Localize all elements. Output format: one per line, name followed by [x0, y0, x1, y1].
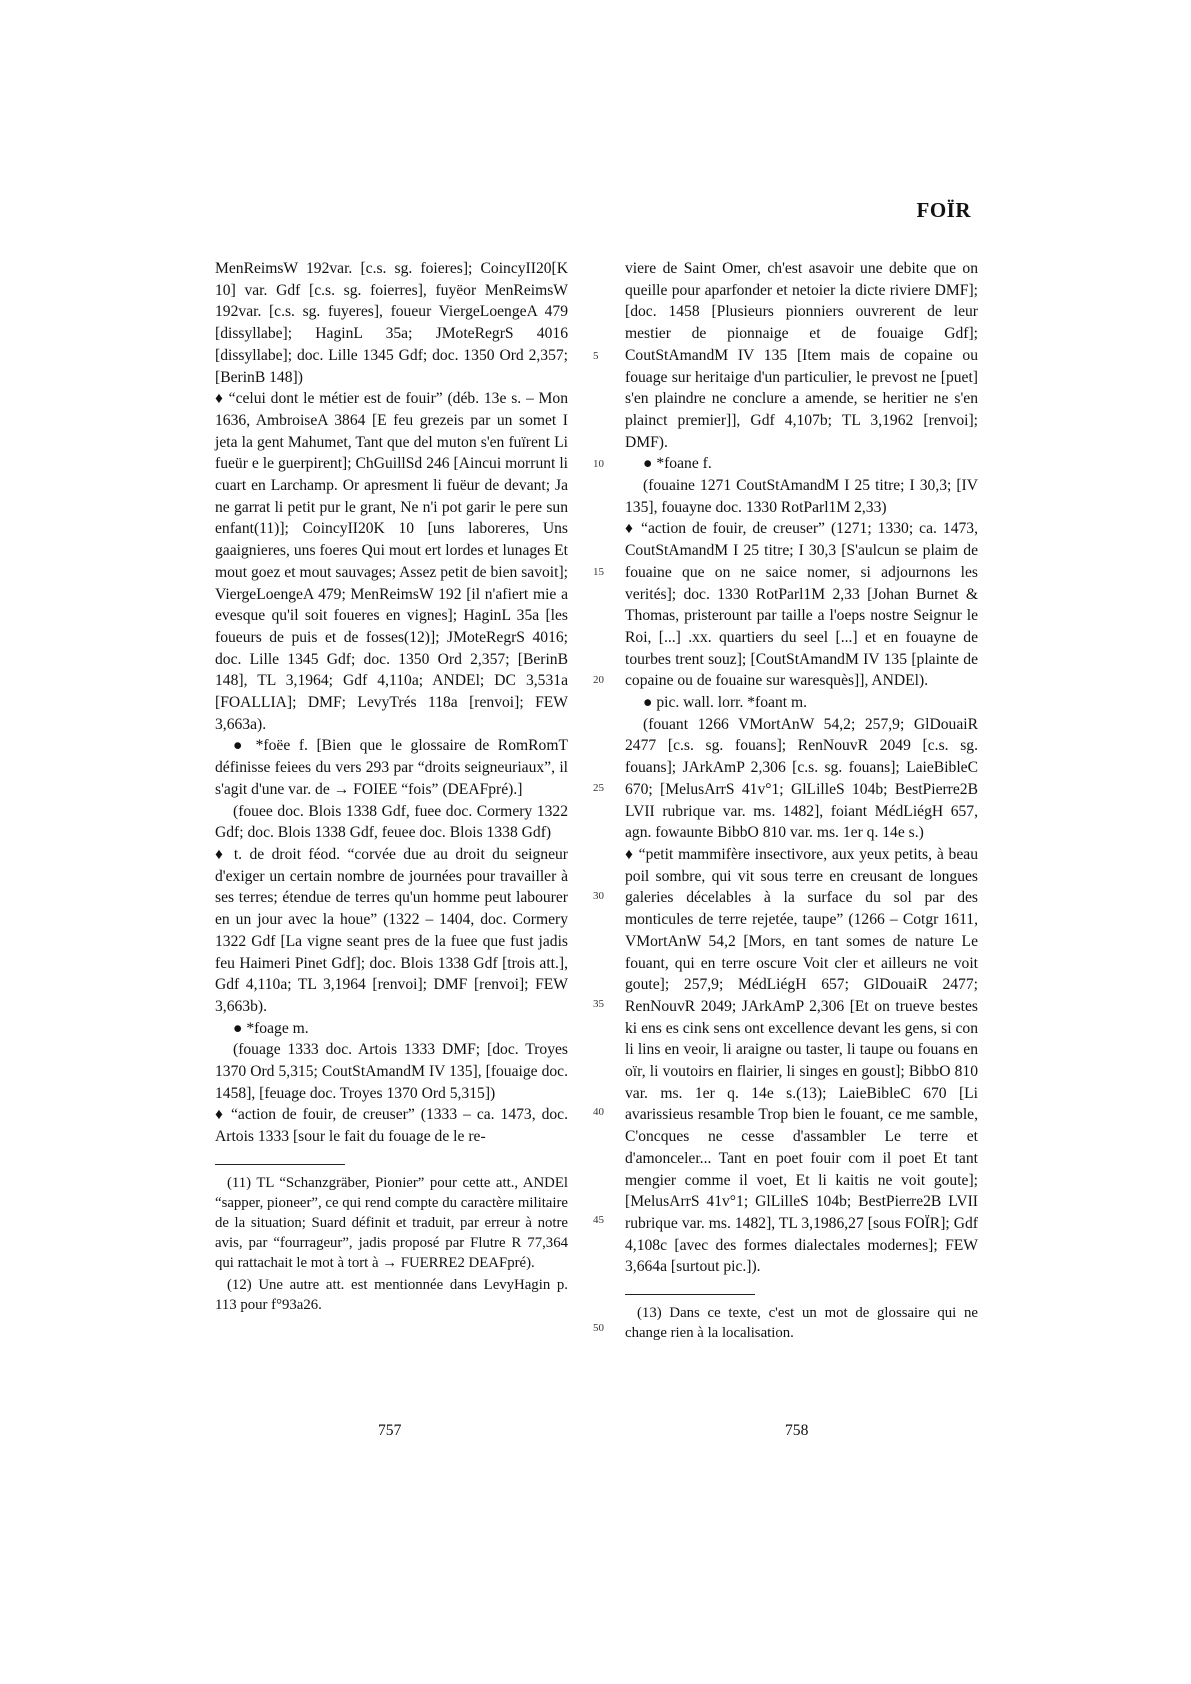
footnotes [625, 1303, 978, 1343]
page-number-right: 758 [785, 1422, 809, 1439]
footnotes [215, 1173, 568, 1315]
line-number: 35 [593, 998, 604, 1010]
line-number: 5 [593, 350, 599, 362]
entry-paragraph: MenReimsW 192var. [c.s. sg. foieres]; CoincyII20[K 10] var. Gdf [c.s. sg. foierres], fuyëor MenReimsW 192var. [c.s. sg. fuyeres], foueur ViergeLoengeA 479 [dissyllabe]; HaginL 35a; JMoteRegrS 4016 [dissyllabe]; doc. Lille 1345 Gdf; doc. 1350 Ord 2,357; [BerinB 148]) [215, 260, 568, 386]
page-headword: FOÏR [916, 198, 971, 222]
footnote-11: (11) TL “Schanzgräber, Pionier” pour cette att., ANDEl “sapper, pioneer”, ce qui rend compte du caractère militaire de la situation; Suard définit et traduit, par erreur à notre avis, par “fourrageur”, jadis proposé par Flutre R 77,364 qui rattachait le mot à tort à → FUERRE2 DEAFpré). [215, 1174, 568, 1271]
line-number: 10 [593, 458, 604, 470]
line-number: 45 [593, 1214, 604, 1226]
line-number: 30 [593, 890, 604, 902]
line-number: 25 [593, 782, 604, 794]
definition-paragraph: ♦ t. de droit féod. “corvée due au droit du seigneur d'exiger un certain nombre de journées pour travailler à ses terres; étendue de terres qu'un homme peut labourer en un jour avec la houe” (1322 – 1404, doc. Cormery 1322 Gdf [La vigne seant pres de la fuee que fust jadis feu Haimeri Pinet Gdf]; doc. Blois 1338 Gdf [trois att.], Gdf 4,110a; TL 3,1964 [renvoi]; DMF [renvoi]; FEW 3,663b). [215, 845, 568, 1015]
page-number-left: 757 [378, 1422, 402, 1439]
line-number: 50 [593, 1322, 604, 1334]
subentry-heading: ● *foane f. [643, 455, 712, 473]
footnote-12: (12) Une autre att. est mentionnée dans LevyHagin p. 113 pour f°93a26. [215, 1276, 568, 1313]
subentry-heading: ● *foëe f. [Bien que le glossaire de RomRomT définisse feiees du vers 293 par “droits seigneuriaux”, il s'agit d'une var. de → FOIEE “fois” (DEAFpré).] [215, 737, 568, 798]
definition-paragraph: ♦ “action de fouir, de creuser” (1333 – ca. 1473, doc. Artois 1333 [sour le fait du fouage de le re- [215, 1106, 568, 1146]
subentry-heading: ● pic. wall. lorr. *foant m. [643, 694, 808, 712]
footnote-rule [625, 1294, 755, 1295]
left-column [215, 258, 568, 1317]
line-number: 20 [593, 674, 604, 686]
footnote-13: (13) Dans ce texte, c'est un mot de glossaire qui ne change rien à la localisation. [625, 1305, 978, 1342]
footnote-rule [215, 1164, 345, 1165]
definition-paragraph: ♦ “petit mammifère insectivore, aux yeux petits, à beau poil sombre, qui vit sous terre en creusant de longues galeries décelables à la surface du sol par des monticules de terre rejetée, taupe” (1266 – Cotgr 1611, VMortAnW 54,2 [Mors, en tant somes de nature Le fouant, qui en terre oscure Voit cler et ailleurs ne voit goute]; 257,9; MédLiégH 657; GlDouaiR 2477; RenNouvR 2049; JArkAmP 2,306 [Et on trueve bestes ki ens es cink sens ont excellence devant les gens, si con li lins en veoir, li araigne ou taster, li taupe ou fouans en oïr, li voutoirs en flairier, li singes en goust]; BibbO 810 var. ms. 1er q. 14e s.(13); LaieBibleC 670 [Li avarissieus resamble Trop bien le fouant, ce me samble, C'oncques ne cesse d'assambler Le terre et d'amonceler... Tant en poet fouir com il poet Et tant mengier comme il voet, Et li kaitis ne voit goute]; [MelusArrS 41v°1; GlLilleS 104b; BestPierre2B LVII rubrique var. ms. 1482], TL 3,1986,27 [sous FOÏR]; Gdf 4,108c [avec des formes dialectales modernes]; FEW 3,664a [surtout pic.]). [625, 845, 978, 1276]
forms-paragraph: (fouant 1266 VMortAnW 54,2; 257,9; GlDouaiR 2477 [c.s. sg. fouans]; RenNouvR 2049 [c.s. sg. fouans]; JArkAmP 2,306 [c.s. sg. fouans]; LaieBibleC 670; [MelusArrS 41v°1; GlLilleS 104b; BestPierre2B LVII rubrique var. ms. 1482], foiant MédLiégH 657, agn. fowaunte BibbO 810 var. ms. 1er q. 14e s.) [625, 715, 978, 842]
definition-paragraph: ♦ “action de fouir, de creuser” (1271; 1330; ca. 1473, CoutStAmandM I 25 titre; I 30,3 [S'aulcun se plaim de fouaine que on ne saice nomer, si adjournons les verités]; doc. 1330 RotParl1M 2,33 [Johan Burnet & Thomas, pristerount par taille a l'oeps nostre Seignur le Roi, [...] .xx. quartiers du seel [...] et en fouayne de tourbes trent souz]; [CoutStAmandM IV 135 [plainte de copaine ou de fouaine sur waresquès]], ANDEl). [625, 520, 978, 690]
forms-paragraph: (fouaine 1271 CoutStAmandM I 25 titre; I 30,3; [IV 135], fouayne doc. 1330 RotParl1M 2,33) [625, 477, 978, 516]
forms-paragraph: (fouage 1333 doc. Artois 1333 DMF; [doc. Troyes 1370 Ord 5,315; CoutStAmandM IV 135], [fouaige doc. 1458], [feuage doc. Troyes 1370 Ord 5,315]) [215, 1041, 568, 1102]
entry-paragraph: viere de Saint Omer, ch'est asavoir une debite que on queille pour aparfonder et netoier la dicte riviere DMF]; [doc. 1458 [Plusieurs pionniers ouvrerent de leur mestier de pionnaige et de fouaige Gdf]; CoutStAmandM IV 135 [Item mais de copaine ou fouage sur heritaige d'un particulier, le prevost ne [puet] s'en plaindre ne conclure a amende, se heritier ne s'en plainct premier]], Gdf 4,107b; TL 3,1962 [renvoi]; DMF). [625, 260, 978, 451]
right-column [625, 258, 978, 1345]
line-number: 40 [593, 1106, 604, 1118]
forms-paragraph: (fouee doc. Blois 1338 Gdf, fuee doc. Cormery 1322 Gdf; doc. Blois 1338 Gdf, feuee doc. Blois 1338 Gdf) [215, 802, 568, 842]
line-number: 15 [593, 566, 604, 578]
subentry-heading: ● *foage m. [233, 1019, 309, 1037]
definition-paragraph: ♦ “celui dont le métier est de fouir” (déb. 13e s. – Mon 1636, AmbroiseA 3864 [E feu grezeis par un somet I jeta la gent Mahumet, Tant que del muton s'en fuïrent Li fueür e le guerpirent]; ChGuillSd 246 [Aincui morrunt li cuart en Larchamp. Or apresment li fuëur de devant; Ja ne garrat li petit pur le grant, Ne n'i pot garir le pere sun enfant(11)]; CoincyII20K 10 [uns laboreres, Uns gaaignieres, uns foeres Qui mout ert lordes et lunages Et mout goez et mout sauvages; Assez petit de bien savoit]; ViergeLoengeA 479; MenReimsW 192 [il n'afiert mie a evesque qu'il soit foueres en vignes]; HaginL 35a [les foueurs de puis et de fosses(12)]; JMoteRegrS 4016; doc. Lille 1345 Gdf; doc. 1350 Ord 2,357; [BerinB 148], TL 3,1964; Gdf 4,110a; ANDEl; DC 3,531a [FOALLIA]; DMF; LevyTrés 118a [renvoi]; FEW 3,663a). [215, 390, 568, 733]
